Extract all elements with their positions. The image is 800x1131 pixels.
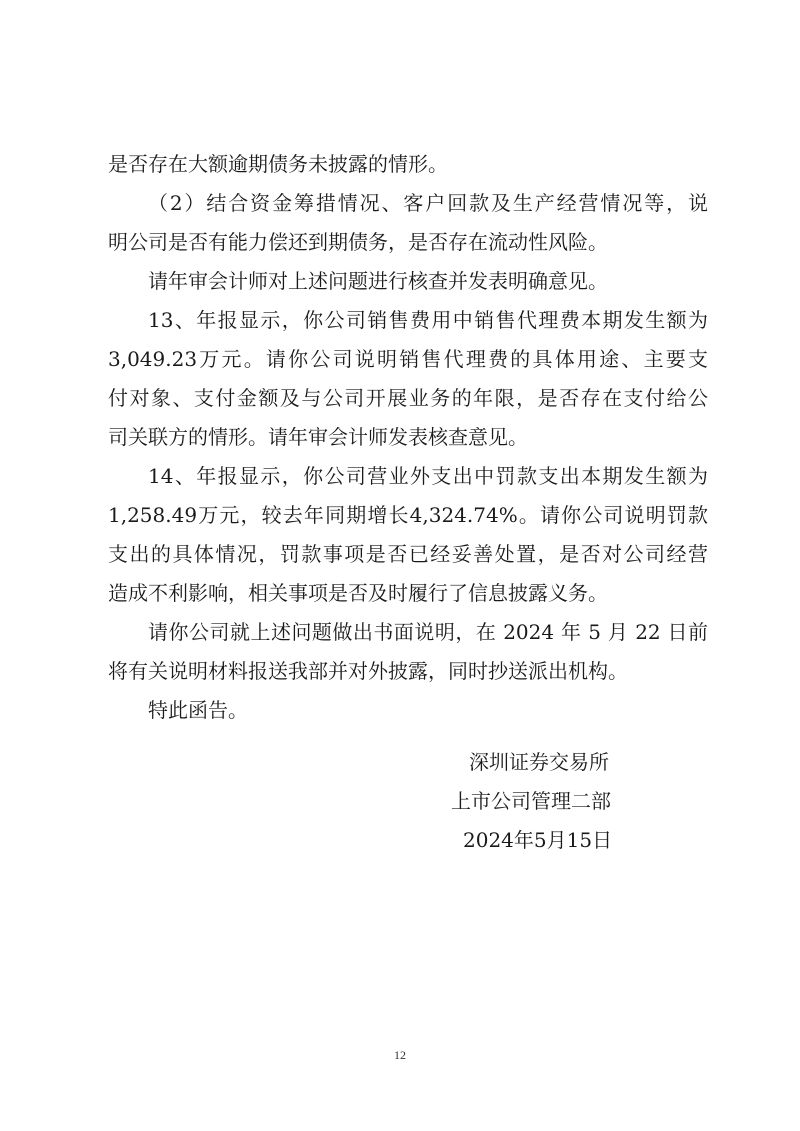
paragraph-line: 将有关说明材料报送我部并对外披露，同时抄送派出机构。: [108, 659, 628, 683]
paragraph-line: 明公司是否有能力偿还到期债务，是否存在流动性风险。: [108, 230, 608, 254]
paragraph-line: 请年审会计师对上述问题进行核查并发表明确意见。: [148, 269, 608, 293]
signature-dept: 上市公司管理二部: [451, 789, 611, 813]
page-number: 12: [394, 1048, 406, 1062]
paragraph-line: 3,049.23万元。请你公司说明销售代理费的具体用途、主要支: [108, 347, 708, 371]
paragraph-line: 造成不利影响，相关事项是否及时履行了信息披露义务。: [108, 581, 608, 605]
paragraph-line: 司关联方的情形。请年审会计师发表核查意见。: [108, 425, 528, 449]
paragraph-line: 是否存在大额逾期债务未披露的情形。: [108, 152, 448, 176]
signature-org: 深圳证券交易所: [469, 750, 609, 774]
paragraph-line: 付对象、支付金额及与公司开展业务的年限，是否存在支付给公: [108, 386, 708, 410]
paragraph-line: 支出的具体情况，罚款事项是否已经妥善处置，是否对公司经营: [108, 542, 708, 566]
paragraph-line: 请你公司就上述问题做出书面说明，在 2024 年 5 月 22 日前: [148, 620, 708, 644]
paragraph-line: （2）结合资金筹措情况、客户回款及生产经营情况等，说: [148, 191, 708, 215]
paragraph-line: 13、年报显示，你公司销售费用中销售代理费本期发生额为: [148, 308, 708, 332]
paragraph-line: 1,258.49万元，较去年同期增长4,324.74%。请你公司说明罚款: [108, 503, 708, 527]
paragraph-line: 14、年报显示，你公司营业外支出中罚款支出本期发生额为: [148, 464, 708, 488]
paragraph-line: 特此函告。: [148, 698, 248, 722]
signature-date: 2024年5月15日: [463, 828, 613, 852]
